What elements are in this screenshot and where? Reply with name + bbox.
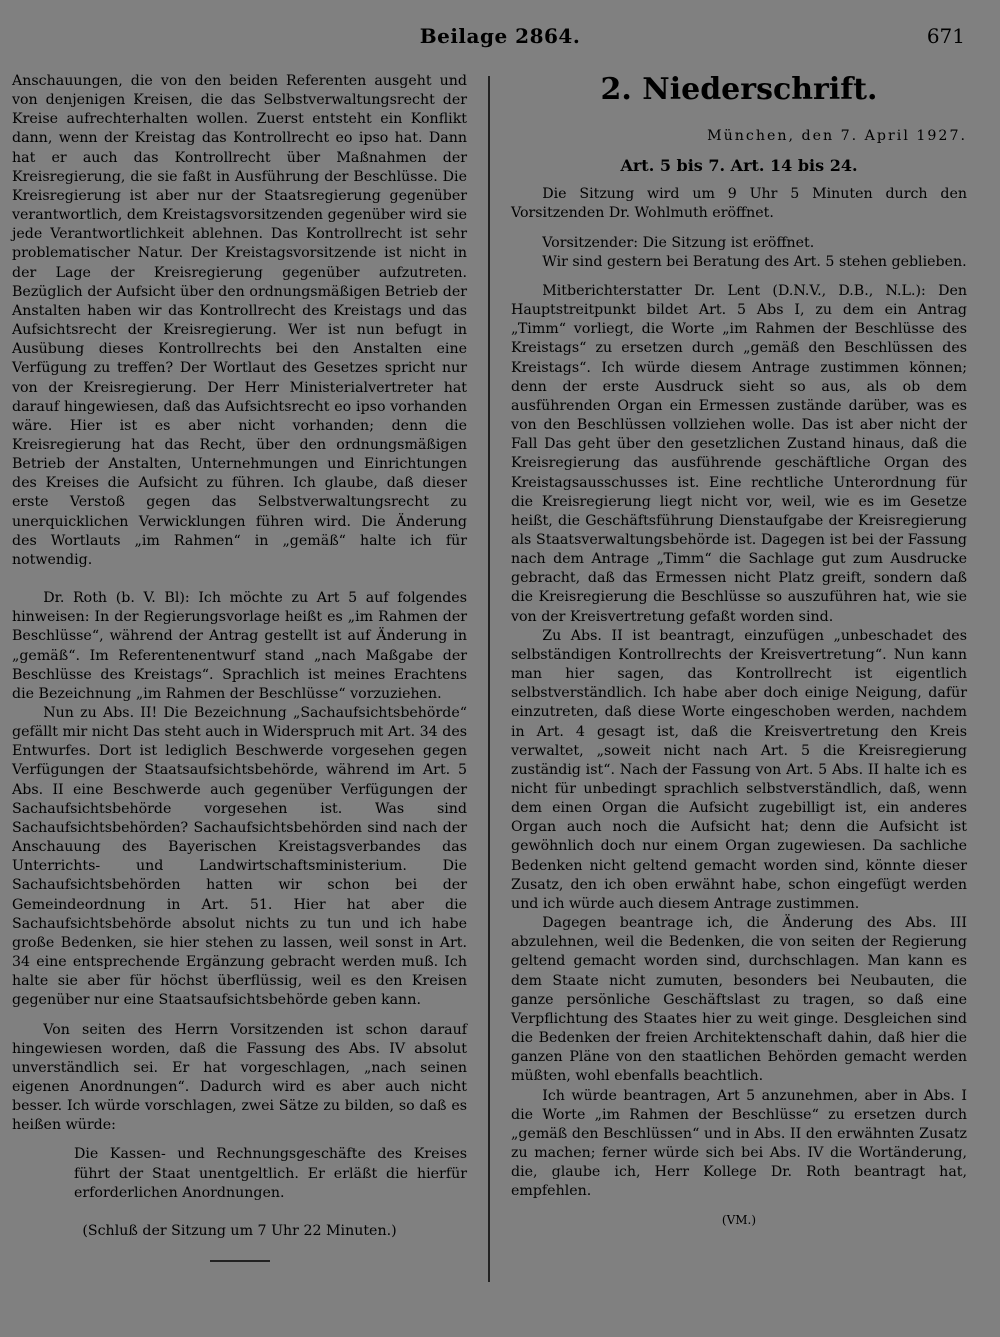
page-number: 671 (926, 24, 965, 48)
page-header (0, 0, 1000, 60)
right-paragraph-7: Ich würde beantragen, Art 5 anzunehmen, aber in Abs. I die Worte „im Rahmen der Beschlüsse“ zu ersetzen durch „gemäß den Beschlüssen“ und in Abs. II den erwähnten Zusatz zu machen; ferner würde sich bei Abs. IV die Wortänderung, die, glaube ich, Herr Kollege Dr. Roth beantragt hat, empfehlen. (511, 1087, 967, 1200)
articles-heading: Art. 5 bis 7. Art. 14 bis 24. (620, 156, 858, 176)
dateline: München, den 7. April 1927. (707, 128, 967, 144)
right-paragraph-1: Die Sitzung wird um 9 Uhr 5 Minuten durch den Vorsitzenden Dr. Wohlmuth eröffnet. (511, 186, 967, 222)
left-paragraph-1: Anschauungen, die von den beiden Referenten ausgeht und von denjenigen Kreisen, die das Selbstverwaltungsrecht der Kreise aufrechterhalten wollen. Zuerst entsteht ein Konflikt dann, wenn der Kreistag das Kontrollrecht eo ipso hat. Dann hat er auch das Kontrollrecht über Maßnahmen der Kreisregierung, die sie faßt in Ausführung der Beschlüsse. Die Kreisregierung ist aber nur der Staatsregierung gegenüber verantwortlich, dem Kreistagsvorsitzenden gegenüber wird sie jede Verantwortlichkeit ablehnen. Das Kontrollrecht ist sehr problematischer Natur. Der Kreistagsvorsitzende ist nicht in der Lage der Kreisregierung gegenüber aufzutreten. Bezüglich der Aufsicht über den ordnungsmäßigen Betrieb der Anstalten haben wir das Kontrollrecht des Kreistags und das Aufsichtsrecht der Kreisregierung. Wer ist nun befugt in Ausübung dieses Kontrollrechts bei den Anstalten eine Verfügung zu treffen? Der Wortlaut des Gesetzes spricht nur von der Kreisregierung. Der Herr Ministerialvertreter hat darauf hingewiesen, daß das Aufsichtsrecht eo ipso vorhanden wäre. Hier ist es aber nicht vorhanden; denn die Kreisregierung hat das Recht, über den ordnungsmäßigen Betrieb der Anstalten, Unternehmungen und Einrichtungen des Kreises die Aufsicht zu führen. Ich glaube, daß dieser erste Verstoß gegen das Selbstverwaltungsrecht zu unerquicklichen Verwicklungen führen wird. Die Änderung des Wortlauts „im Rahmen“ in „gemäß“ halte ich für notwendig. (12, 73, 467, 568)
right-paragraph-4: Mitberichterstatter Dr. Lent (D.N.V., D.B., N.L.): Den Hauptstreitpunkt bildet Art. 5 Abs I, zu dem ein Antrag „Timm“ vorliegt, die Worte „im Rahmen der Beschlüsse des Kreistags“ zu ersetzen durch „gemäß den Beschlüssen des Kreistags“. Ich würde diesem Antrage zustimmen können; denn der erste Ausdruck sieht so aus, als ob dem ausführenden Organ ein Ermessen zustände darüber, was es von den Beschlüssen vollziehen wolle. Das ist aber nicht der Fall Das geht über den gesetzlichen Zustand hinaus, daß die Kreisregierung das ausführende geschäftliche Organ des Kreistagsausschusses ist. Eine rechtliche Unterordnung für die Kreisregierung liegt nicht vor, weil, wie es im Gesetze heißt, die Geschäftsführung Dienstaufgabe der Kreisregierung als Staatsverwaltungsbehörde ist. Dagegen ist bei der Fassung nach dem Antrage „Timm“ die Sachlage gut zum Ausdrucke gebracht, daß das Ermessen nicht Platz greift, sondern daß die Kreisregierung die Beschlüsse so auszuführen hat, wie sie von der Kreisvertretung gefaßt worden sind. (511, 282, 967, 625)
closing-note: (Schluß der Sitzung um 7 Uhr 22 Minuten.) (82, 1222, 397, 1239)
right-column (511, 72, 967, 1231)
column-divider (488, 76, 490, 1282)
left-paragraph-2: Dr. Roth (b. V. Bl): Ich möchte zu Art 5 auf folgendes hinweisen: In der Regierungsvorlage heißt es „im Rahmen der Beschlüsse“, während der Antrag gestellt ist auf Änderung in „gemäß“. Im Referentenentwurf stand „nach Maßgabe der Beschlüsse des Kreistags“. Sprachlich ist meines Erachtens die Bezeichnung „im Rahmen der Beschlüsse“ vorzuziehen. (12, 590, 467, 702)
footer-mark: (VM.) (721, 1213, 757, 1228)
right-paragraph-2: Vorsitzender: Die Sitzung ist eröffnet. (542, 234, 815, 251)
proposed-wording-quote: Die Kassen- und Rechnungsgeschäfte des Kreises führt der Staat unentgeltlich. Er erläßt die hierfür erforderlichen Anordnungen. (74, 1146, 467, 1201)
right-paragraph-3: Wir sind gestern bei Beratung des Art. 5 stehen geblieben. (542, 253, 967, 270)
left-paragraph-3: Nun zu Abs. II! Die Bezeichnung „Sachaufsichtsbehörde“ gefällt mir nicht Das steht auch in Widerspruch mit Art. 34 des Entwurfes. Dort ist lediglich Beschwerde vorgesehen gegen Verfügungen der Staatsaufsichtsbehörde, während im Art. 5 Abs. II eine Beschwerde auch gegenüber Verfügungen der Sachaufsichtsbehörde vorgesehen ist. Was sind Sachaufsichtsbehörden? Sachaufsichtsbehörden sind nach der Anschauung des Bayerischen Kreistagsverbandes das Unterrichts- und Landwirtschaftsministerium. Die Sachaufsichtsbehörden hatten wir schon bei der Gemeindeordnung in Art. 51. Hier hat aber die Sachaufsichtsbehörde absolut nichts zu tun und ich habe große Bedenken, sie hier stehen zu lassen, weil sonst in Art. 34 eine entsprechende Ergänzung gebracht werden muß. Ich halte sie aber für höchst überflüssig, weil es den Kreisen gegenüber nur eine Staatsaufsichtsbehörde geben kann. (12, 705, 467, 1009)
end-rule (210, 1260, 270, 1262)
right-paragraph-5: Zu Abs. II ist beantragt, einzufügen „unbeschadet des selbständigen Kontrollrechts der Kreisvertretung“. Nun kann man hier sagen, das Kontrollrecht ist eigentlich selbstverständlich. Ich habe aber doch einige Neigung, dafür einzutreten, daß diese Worte eingeschoben werden, nachdem in Art. 4 gesagt ist, daß die Kreisvertretung den Kreis verwaltet, „soweit nicht nach Art. 5 die Kreisregierung zuständig ist“. Nach der Fassung von Art. 5 Abs. II halte ich es nicht für unbedingt sprachlich selbstverständlich, daß, wenn dem einen Organ die Aufsicht zugebilligt ist, ein anderes Organ auch noch die Aufsicht hat; denn die Aufsicht ist gewöhnlich doch nur einem Organ zugewiesen. Da sachliche Bedenken nicht geltend gemacht worden sind, könnte dieser Zusatz, den ich oben erwähnt habe, schon eingefügt werden und ich würde auch diesem Antrage zustimmen. (511, 627, 967, 912)
left-paragraph-4: Von seiten des Herrn Vorsitzenden ist schon darauf hingewiesen worden, daß die Fassung des Abs. IV absolut unverständlich sei. Er hat vorgeschlagen, „nach seinen eigenen Anordnungen“. Dadurch wird es aber auch nicht besser. Ich würde vorschlagen, zwei Sätze zu bilden, so daß es heißen würde: (12, 1021, 467, 1134)
right-paragraph-6: Dagegen beantrage ich, die Änderung des Abs. III abzulehnen, weil die Bedenken, die von seiten der Regierung geltend gemacht worden sind, durchschlagen. Man kann es dem Staate nicht zumuten, besonders bei Neubauten, die ganze persönliche Geschäftslast zu tragen, so daß eine Verpflichtung des Staates hier zu weit ginge. Desgleichen sind die Bedenken der freien Architektenschaft dahin, daß hier die ganzen Pläne von den staatlichen Behörden gemacht werden müßten, wohl ebenfalls beachtlich. (511, 915, 967, 1085)
protocol-title: 2. Niederschrift. (600, 72, 878, 107)
left-column (12, 72, 467, 1262)
header-title: Beilage 2864. (419, 24, 581, 48)
